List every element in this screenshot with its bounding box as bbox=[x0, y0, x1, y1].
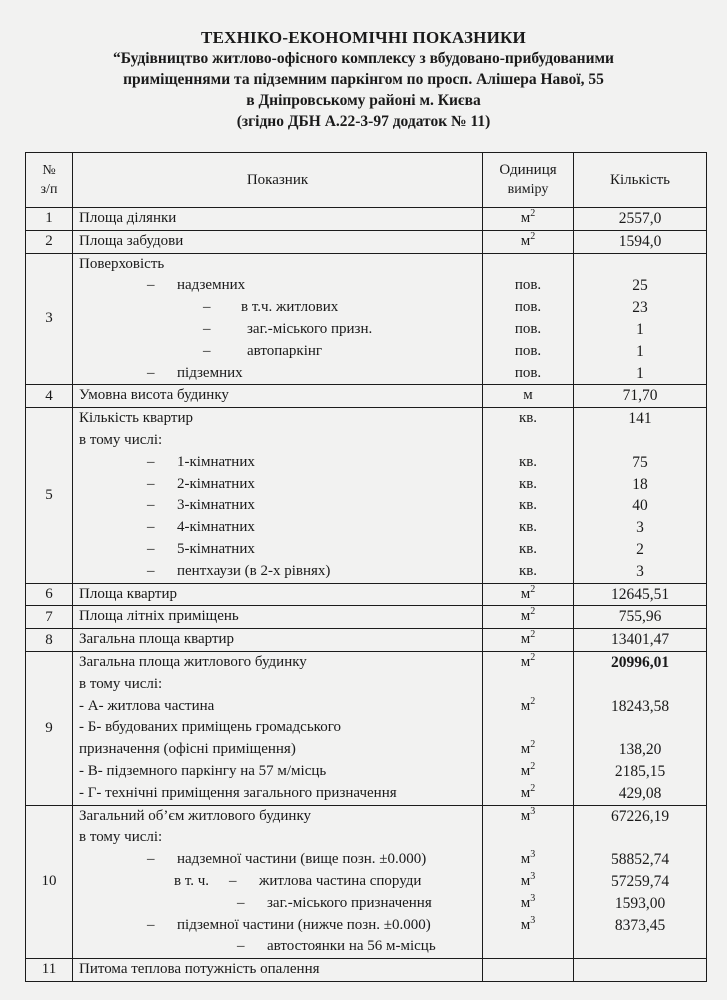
quantity-text: 138,20 bbox=[618, 741, 662, 759]
indicator-text bbox=[79, 915, 482, 937]
unit-cell bbox=[483, 208, 574, 231]
dash-bullet: – bbox=[147, 540, 155, 557]
table-row bbox=[26, 253, 707, 385]
document-subtitle-line-4: (згідно ДБН А.22-3-97 додаток № 11) bbox=[236, 113, 491, 130]
indicator-text: Площа літніх приміщень bbox=[79, 608, 239, 625]
unit-cell bbox=[483, 651, 574, 805]
indicator-text bbox=[79, 341, 482, 363]
value-cell bbox=[574, 651, 707, 805]
quantity-text bbox=[574, 936, 706, 958]
quantity-text: 23 bbox=[632, 299, 648, 317]
indicator-text: Кількість квартир bbox=[79, 410, 193, 427]
indicator-label: підземних bbox=[177, 364, 243, 381]
column-header-quantity: Кількість bbox=[574, 153, 707, 208]
indicator-label: заг.-міського призначення bbox=[267, 894, 432, 911]
indicator-text bbox=[79, 539, 482, 561]
row-number: 2 bbox=[26, 230, 73, 253]
indicator-text: - А- житлова частина bbox=[79, 697, 215, 714]
quantity-text: 1 bbox=[636, 364, 644, 382]
quantity-text: 1593,00 bbox=[614, 894, 666, 912]
indicator-label: 4-кімнатних bbox=[177, 519, 255, 536]
indicator-cell bbox=[73, 385, 483, 408]
unit-exponent: 2 bbox=[530, 651, 536, 663]
unit-exponent: 3 bbox=[530, 805, 536, 817]
unit-exponent: 2 bbox=[530, 739, 536, 751]
row-number: 7 bbox=[26, 606, 73, 629]
quantity-text bbox=[574, 254, 706, 276]
indicator-label: 3-кімнатних bbox=[177, 497, 255, 514]
unit-text: $м^2$ bbox=[520, 230, 536, 249]
unit-cell bbox=[483, 230, 574, 253]
quantity-text: 3 bbox=[636, 519, 644, 537]
indicator-cell bbox=[73, 651, 483, 805]
indicator-cell bbox=[73, 208, 483, 231]
quantity-text bbox=[574, 959, 706, 981]
unit-exponent: 3 bbox=[530, 849, 536, 861]
unit-text: $м^2$ bbox=[520, 583, 536, 602]
quantity-text: 141 bbox=[628, 410, 652, 428]
indicator-label: пентхаузи (в 2-х рівнях) bbox=[177, 562, 331, 579]
indicator-cell bbox=[73, 606, 483, 629]
dash-bullet: – bbox=[147, 453, 155, 470]
indicator-text: Умовна висота будинку bbox=[79, 387, 229, 404]
quantity-text: 75 bbox=[632, 453, 648, 471]
indicators-table bbox=[25, 152, 707, 982]
table-row bbox=[26, 208, 707, 231]
unit-text bbox=[483, 254, 573, 276]
row-number: 8 bbox=[26, 629, 73, 652]
indicator-text: - В- підземного паркінгу на 57 м/місць bbox=[79, 762, 327, 779]
unit-exponent: 2 bbox=[530, 782, 536, 794]
column-header-indicator: Показник bbox=[73, 153, 483, 208]
unit-cell bbox=[483, 805, 574, 959]
dash-bullet: – bbox=[147, 519, 155, 536]
unit-exponent: 3 bbox=[530, 870, 536, 882]
column-header-number-line1: № bbox=[42, 163, 56, 178]
indicator-label: автостоянки на 56 м-місць bbox=[267, 938, 436, 955]
indicator-cell bbox=[73, 230, 483, 253]
indicator-label: 5-кімнатних bbox=[177, 540, 255, 557]
indicator-text bbox=[79, 275, 482, 297]
unit-text: $м^3$ bbox=[520, 892, 536, 911]
quantity-text: 13401,47 bbox=[610, 631, 670, 649]
quantity-text bbox=[574, 430, 706, 452]
indicator-text bbox=[79, 893, 482, 915]
value-cell bbox=[574, 583, 707, 606]
dash-bullet: – bbox=[147, 497, 155, 514]
indicator-text: Поверховість bbox=[79, 255, 165, 272]
unit-text: $м^2$ bbox=[520, 208, 536, 226]
unit-text: $м^2$ bbox=[520, 695, 536, 714]
indicator-cell bbox=[73, 629, 483, 652]
value-cell bbox=[574, 606, 707, 629]
unit-text: $м^2$ bbox=[520, 782, 536, 801]
quantity-text: 40 bbox=[632, 497, 648, 515]
unit-exponent: 2 bbox=[530, 760, 536, 772]
indicator-text: Питома теплова потужність опалення bbox=[79, 961, 320, 978]
indicator-label: 2-кімнатних bbox=[177, 475, 255, 492]
dash-bullet: – bbox=[203, 342, 211, 359]
indicator-text bbox=[79, 517, 482, 539]
table-row bbox=[26, 408, 707, 583]
dash-bullet: – bbox=[147, 562, 155, 579]
indicator-label: підземної частини (нижче позн. ±0.000) bbox=[177, 916, 431, 933]
unit-exponent: 3 bbox=[530, 892, 536, 904]
quantity-text: 20996,01 bbox=[610, 653, 670, 671]
unit-text: $м^3$ bbox=[520, 849, 536, 868]
table-row bbox=[26, 230, 707, 253]
unit-cell bbox=[483, 959, 574, 982]
indicator-text: в тому числі: bbox=[79, 675, 163, 692]
value-cell bbox=[574, 408, 707, 583]
quantity-text: 58852,74 bbox=[610, 851, 670, 869]
dash-bullet: – bbox=[203, 299, 211, 316]
value-cell bbox=[574, 959, 707, 982]
table-row bbox=[26, 805, 707, 959]
indicator-text: в тому числі: bbox=[79, 829, 163, 846]
table-row bbox=[26, 651, 707, 805]
quantity-text: 2185,15 bbox=[614, 762, 666, 780]
unit-text: кв. bbox=[518, 540, 538, 557]
unit-text: $м^2$ bbox=[520, 606, 536, 625]
indicator-text: призначення (офісні приміщення) bbox=[79, 741, 296, 758]
unit-text: $м^2$ bbox=[520, 760, 536, 779]
sub-prefix: в т. ч. bbox=[174, 872, 210, 889]
indicator-text: Загальна площа житлового будинку bbox=[79, 653, 307, 670]
row-number: 6 bbox=[26, 583, 73, 606]
indicator-label: 1-кімнатних bbox=[177, 453, 255, 470]
indicator-text bbox=[79, 452, 482, 474]
quantity-text: 25 bbox=[632, 277, 648, 295]
unit-exponent: 2 bbox=[530, 606, 536, 618]
column-header-number bbox=[26, 153, 73, 208]
unit-exponent: 2 bbox=[530, 230, 536, 242]
indicator-cell bbox=[73, 583, 483, 606]
unit-text: пов. bbox=[514, 277, 542, 294]
indicator-label: надземної частини (вище позн. ±0.000) bbox=[177, 851, 427, 868]
row-number: 4 bbox=[26, 385, 73, 408]
indicator-label: заг.-міського призн. bbox=[247, 320, 373, 337]
value-cell bbox=[574, 208, 707, 231]
quantity-text: 1 bbox=[636, 320, 644, 338]
quantity-text bbox=[574, 827, 706, 849]
unit-text: $м^3$ bbox=[520, 914, 536, 933]
quantity-text: 18 bbox=[632, 475, 648, 493]
quantity-text: 1594,0 bbox=[618, 232, 662, 250]
row-number: 9 bbox=[26, 651, 73, 805]
unit-text: м bbox=[523, 387, 533, 404]
indicator-text: Площа квартир bbox=[79, 585, 177, 602]
indicator-text: Загальна площа квартир bbox=[79, 631, 235, 648]
value-cell bbox=[574, 385, 707, 408]
unit-exponent: 3 bbox=[530, 914, 536, 926]
row-number: 5 bbox=[26, 408, 73, 583]
dash-bullet: – bbox=[147, 277, 155, 294]
quantity-text: 8373,45 bbox=[614, 916, 666, 934]
unit-text: пов. bbox=[514, 299, 542, 316]
unit-text: кв. bbox=[518, 475, 538, 492]
unit-text: пов. bbox=[514, 320, 542, 337]
quantity-text bbox=[574, 717, 706, 739]
indicator-text bbox=[79, 319, 482, 341]
quantity-text: 3 bbox=[636, 562, 644, 580]
unit-text bbox=[483, 959, 573, 981]
indicator-text: Площа забудови bbox=[79, 232, 184, 249]
indicator-cell bbox=[73, 959, 483, 982]
indicator-label: надземних bbox=[177, 277, 246, 294]
dash-bullet: – bbox=[147, 475, 155, 492]
indicator-cell bbox=[73, 805, 483, 959]
table-row bbox=[26, 629, 707, 652]
indicator-text bbox=[79, 495, 482, 517]
indicator-text: Загальний об’єм житлового будинку bbox=[79, 807, 312, 824]
document-subtitle-line-2: приміщеннями та підземним паркінгом по просп. Алішера Навої, 55 bbox=[123, 71, 604, 88]
unit-text bbox=[483, 936, 573, 958]
quantity-text bbox=[574, 674, 706, 696]
document-subtitle-line-3: в Дніпровському районі м. Києва bbox=[246, 92, 481, 109]
column-header-unit-line1: Одиниця bbox=[499, 162, 557, 178]
quantity-text: 18243,58 bbox=[610, 697, 670, 715]
row-number: 3 bbox=[26, 253, 73, 385]
indicator-text bbox=[79, 849, 482, 871]
unit-text: кв. bbox=[518, 562, 538, 579]
dash-bullet: – bbox=[237, 894, 245, 911]
unit-text: $м^3$ bbox=[520, 805, 536, 824]
indicator-label: в т.ч. житлових bbox=[241, 299, 339, 316]
unit-cell bbox=[483, 408, 574, 583]
table-row bbox=[26, 606, 707, 629]
unit-text: $м^2$ bbox=[520, 629, 536, 648]
value-cell bbox=[574, 805, 707, 959]
column-header-unit-line2: виміру bbox=[507, 182, 549, 197]
quantity-text: 2557,0 bbox=[618, 210, 662, 227]
indicator-text bbox=[79, 936, 482, 958]
unit-text bbox=[483, 674, 573, 696]
unit-cell bbox=[483, 385, 574, 408]
unit-text: кв. bbox=[518, 497, 538, 514]
quantity-text: 57259,74 bbox=[610, 872, 670, 890]
unit-text: кв. bbox=[518, 453, 538, 470]
indicator-text bbox=[79, 871, 482, 893]
quantity-text: 2 bbox=[636, 540, 644, 558]
unit-text bbox=[483, 430, 573, 452]
unit-exponent: 2 bbox=[530, 629, 536, 641]
indicator-text: - Г- технічні приміщення загального призначення bbox=[79, 784, 397, 801]
quantity-text: 71,70 bbox=[622, 387, 658, 405]
table-row bbox=[26, 583, 707, 606]
column-header-unit bbox=[483, 153, 574, 208]
indicator-text bbox=[79, 561, 482, 583]
unit-exponent: 2 bbox=[530, 208, 536, 219]
indicator-text: в тому числі: bbox=[79, 431, 163, 448]
row-number: 10 bbox=[26, 805, 73, 959]
indicator-text bbox=[79, 297, 482, 319]
value-cell bbox=[574, 230, 707, 253]
quantity-text: 755,96 bbox=[618, 608, 662, 626]
dash-bullet: – bbox=[147, 916, 155, 933]
column-header-number-line2: з/п bbox=[40, 182, 58, 197]
indicator-label: житлова частина споруди bbox=[259, 872, 422, 889]
unit-text: пов. bbox=[514, 364, 542, 381]
dash-bullet: – bbox=[147, 851, 155, 868]
unit-text: кв. bbox=[518, 519, 538, 536]
indicator-text: Площа ділянки bbox=[79, 210, 177, 226]
unit-exponent: 2 bbox=[530, 583, 536, 595]
unit-cell bbox=[483, 606, 574, 629]
unit-cell bbox=[483, 583, 574, 606]
table-header-row bbox=[26, 153, 707, 208]
indicator-cell bbox=[73, 253, 483, 385]
document-header bbox=[0, 28, 727, 132]
dash-bullet: – bbox=[147, 364, 155, 381]
indicator-text bbox=[79, 363, 482, 385]
table-row bbox=[26, 385, 707, 408]
quantity-text: 1 bbox=[636, 342, 644, 360]
unit-text: кв. bbox=[518, 410, 538, 427]
unit-text: $м^2$ bbox=[520, 739, 536, 758]
table-row bbox=[26, 959, 707, 982]
unit-text bbox=[483, 717, 573, 739]
document-subtitle-line-1: “Будівництво житлово-офісного комплексу з вбудовано-прибудованими bbox=[112, 50, 614, 67]
quantity-text: 12645,51 bbox=[610, 585, 670, 603]
indicator-text bbox=[79, 474, 482, 496]
document-title: ТЕХНІКО-ЕКОНОМІЧНІ ПОКАЗНИКИ bbox=[201, 28, 526, 47]
unit-text: пов. bbox=[514, 342, 542, 359]
indicator-label: автопаркінг bbox=[247, 342, 323, 359]
indicator-cell bbox=[73, 408, 483, 583]
row-number: 1 bbox=[26, 208, 73, 231]
dash-bullet: – bbox=[203, 320, 211, 337]
unit-exponent: 2 bbox=[530, 695, 536, 707]
value-cell bbox=[574, 253, 707, 385]
unit-cell bbox=[483, 629, 574, 652]
value-cell bbox=[574, 629, 707, 652]
dash-bullet: – bbox=[237, 938, 245, 955]
dash-bullet: – bbox=[229, 872, 237, 889]
indicator-text: - Б- вбудованих приміщень громадського bbox=[79, 719, 341, 736]
quantity-text: 429,08 bbox=[618, 784, 662, 802]
unit-text: $м^2$ bbox=[520, 651, 536, 670]
table-body bbox=[26, 208, 707, 982]
row-number: 11 bbox=[26, 959, 73, 982]
unit-text: $м^3$ bbox=[520, 870, 536, 889]
quantity-text: 67226,19 bbox=[610, 807, 670, 825]
unit-cell bbox=[483, 253, 574, 385]
unit-text bbox=[483, 827, 573, 849]
